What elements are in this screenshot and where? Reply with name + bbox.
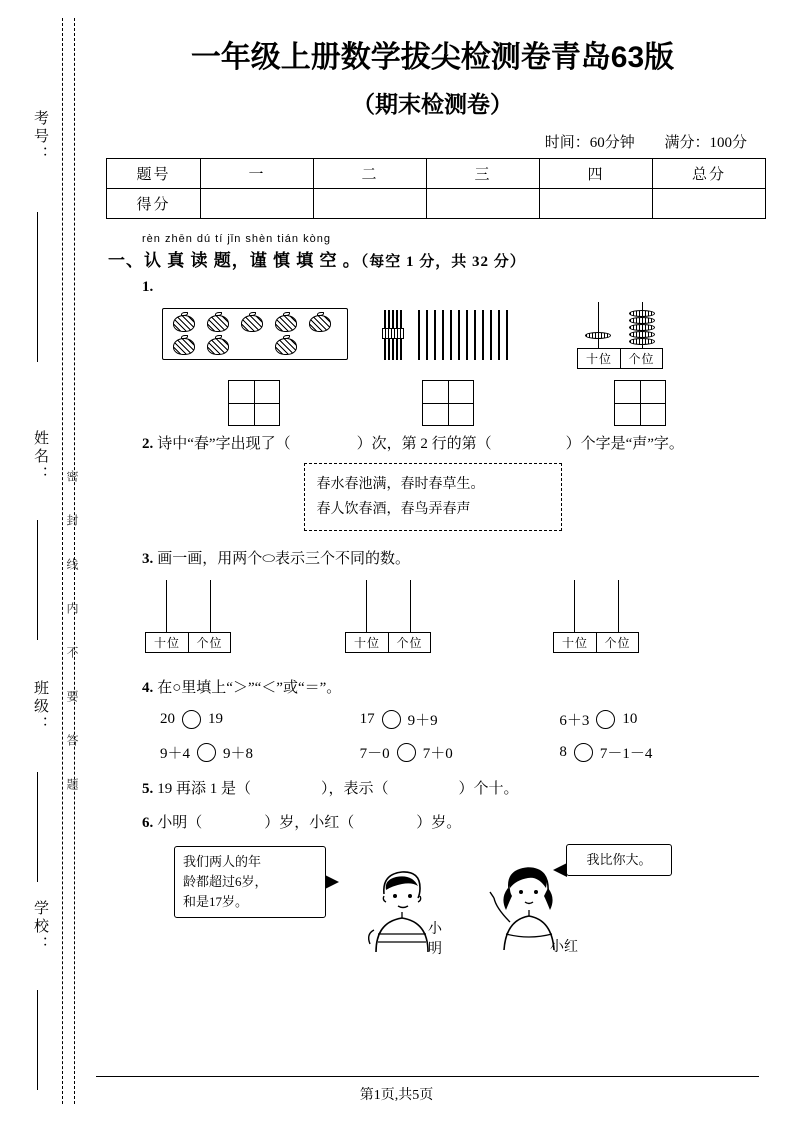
- bead-icon: [585, 332, 611, 339]
- compare-circle[interactable]: [574, 743, 593, 762]
- score-table-header-cell: 总分: [653, 159, 766, 189]
- score-table-input-cell[interactable]: [653, 189, 766, 219]
- girl-name-label: 小红: [550, 940, 578, 955]
- compare-item: [559, 742, 759, 763]
- place-value-label-3[interactable]: [345, 632, 431, 653]
- place-label-tens: 十位: [353, 636, 380, 650]
- section-1-title-text: 一、认 真 读 题，谨 慎 填 空 。: [108, 251, 361, 270]
- section-1-title: [108, 246, 759, 271]
- bead-icon: [629, 331, 655, 338]
- compare-left: 17: [359, 711, 375, 727]
- bead-icon: [629, 310, 655, 317]
- berry-icon: [275, 338, 297, 355]
- field-class-label: 班级：: [32, 680, 48, 734]
- berry-icon: [173, 315, 195, 332]
- stick-bundle-icon: [384, 310, 402, 360]
- score-table-header-cell: 三: [427, 159, 540, 189]
- poem-box: [304, 463, 562, 531]
- compare-right: 7－1－4: [599, 746, 653, 762]
- answer-grid-1[interactable]: [228, 380, 280, 426]
- place-label-tens: 十位: [585, 352, 612, 366]
- question-6-number: 6.: [142, 815, 154, 831]
- leaf-icon: [181, 335, 188, 339]
- speech-bubble-boy-line-2: 龄都超过6岁，: [183, 874, 268, 889]
- question-2-number: 2.: [142, 436, 154, 452]
- boy-name-label: 小明: [428, 922, 442, 957]
- score-table-input-cell[interactable]: [201, 189, 314, 219]
- score-table-header-cell: 二: [314, 159, 427, 189]
- leaf-icon: [283, 335, 290, 339]
- compare-item: [360, 709, 560, 730]
- exam-page: [96, 0, 793, 1122]
- berry-icon: [207, 315, 229, 332]
- compare-circle[interactable]: [182, 710, 201, 729]
- boy-figure: [362, 860, 454, 956]
- score-table-input-cell[interactable]: [540, 189, 653, 219]
- compare-row: [160, 709, 759, 730]
- bead-icon: [629, 317, 655, 324]
- question-4-rows: [160, 709, 759, 763]
- berry-icon: [207, 338, 229, 355]
- compare-left: 20: [160, 711, 175, 727]
- bundle-band: [382, 328, 404, 339]
- leaf-icon: [317, 312, 324, 316]
- exam-full-score: 满分：100分: [664, 135, 747, 151]
- speech-bubble-boy-line-1: 我们两人的年: [183, 854, 262, 869]
- field-school-rule: [37, 990, 38, 1090]
- section-1-pinyin: rèn zhēn dú tí jǐn shèn tián kòng: [142, 233, 331, 245]
- place-label-ones: 个位: [596, 633, 638, 652]
- question-2-text-b: ）次，第 2 行的第（: [356, 436, 492, 452]
- loose-sticks-icon: [418, 310, 514, 360]
- score-table-row: [107, 189, 766, 219]
- speech-bubble-boy: [174, 846, 326, 918]
- answer-grid-2[interactable]: [422, 380, 474, 426]
- field-school: [30, 900, 51, 954]
- section-1-title-note: （每空 1 分，共 32 分）: [360, 254, 526, 270]
- page-footer: [0, 1084, 793, 1104]
- dashed-line-outer: [62, 18, 63, 1104]
- leaf-icon: [283, 312, 290, 316]
- question-5-number: 5.: [142, 781, 154, 797]
- field-name-label: 姓名：: [32, 430, 48, 484]
- poem-line-2: 春人饮春酒，春鸟弄春声: [316, 502, 471, 517]
- place-label-ones: 个位: [620, 349, 662, 368]
- compare-item: [360, 742, 560, 763]
- place-label-ones: 个位: [388, 633, 430, 652]
- exam-duration: 时间：60分钟: [544, 135, 635, 151]
- binding-margin: [0, 0, 96, 1122]
- bead-icon: [629, 338, 655, 345]
- score-table: [106, 158, 766, 219]
- compare-row: [160, 742, 759, 763]
- question-5-text-b: ），表示（: [321, 781, 389, 797]
- speech-bubble-girl-text: 我比你大。: [586, 852, 652, 867]
- compare-circle[interactable]: [382, 710, 401, 729]
- footer-rule: [96, 1076, 759, 1077]
- leaf-icon: [215, 312, 222, 316]
- question-1-number: 1.: [142, 279, 154, 295]
- compare-left: 9＋4: [160, 746, 191, 762]
- leaf-icon: [181, 312, 188, 316]
- place-value-label-1: [577, 348, 663, 369]
- question-6-figure: [166, 840, 759, 960]
- question-6-text-b: ）岁，小红（: [264, 815, 355, 831]
- compare-item: [559, 709, 759, 730]
- place-label-tens: 十位: [561, 636, 588, 650]
- leaf-icon: [215, 335, 222, 339]
- place-label-tens: 十位: [153, 636, 180, 650]
- compare-circle[interactable]: [197, 743, 216, 762]
- abacus-figure: [576, 302, 726, 372]
- question-5: [142, 777, 759, 798]
- page-subtitle: （期末检测卷）: [352, 92, 513, 117]
- bead-icon: [629, 324, 655, 331]
- berry-icon: [309, 315, 331, 332]
- question-3-number: 3.: [142, 551, 154, 567]
- question-6-text-a: 小明（: [157, 815, 203, 831]
- compare-right: 10: [622, 711, 638, 727]
- seal-line-text: 密 封 线 内 不 要 答 题: [65, 470, 79, 799]
- question-5-text-a: 19 再添 1 是（: [157, 781, 252, 797]
- question-6-text-c: ）岁。: [416, 815, 462, 831]
- place-label-ones: 个位: [188, 633, 230, 652]
- score-table-input-cell[interactable]: [427, 189, 540, 219]
- page-title: 一年级上册数学拔尖检测卷青岛63版: [190, 41, 675, 74]
- question-4-text: 在○里填上“＞”“＜”或“＝”。: [157, 680, 342, 696]
- question-6: [142, 811, 759, 832]
- compare-left: 6＋3: [559, 713, 590, 729]
- field-exam-number-rule: [37, 212, 38, 362]
- compare-left: 7－0: [359, 746, 390, 762]
- speech-bubble-boy-line-3: 和是17岁。: [183, 894, 249, 909]
- poem-line-1: 春水春池满，春时春草生。: [316, 477, 485, 492]
- speech-bubble-girl: [566, 844, 672, 876]
- compare-item: [160, 709, 360, 730]
- compare-right: 7＋0: [422, 746, 453, 762]
- field-name: [30, 430, 51, 484]
- berry-icon: [275, 315, 297, 332]
- field-class-rule: [37, 772, 38, 882]
- page-number: 第1页,共5页: [359, 1088, 434, 1103]
- exam-meta: [106, 131, 747, 152]
- question-2-text-c: ）个字是“声”字。: [565, 436, 684, 452]
- question-5-text-c: ）个十。: [458, 781, 519, 797]
- score-table-input-cell[interactable]: [314, 189, 427, 219]
- question-2-text-a: 诗中“春”字出现了（: [157, 436, 291, 452]
- berry-icon: [173, 338, 195, 355]
- question-4-number: 4.: [142, 680, 154, 696]
- compare-left: 8: [559, 744, 567, 760]
- score-table-header-row: [107, 159, 766, 189]
- berry-box: [162, 308, 348, 360]
- compare-circle[interactable]: [596, 710, 615, 729]
- field-exam-number: [30, 110, 51, 164]
- field-school-label: 学校：: [32, 900, 48, 954]
- question-2: [142, 432, 759, 453]
- question-1-figure: [106, 302, 759, 432]
- compare-right: 19: [208, 711, 223, 727]
- field-class: [30, 680, 51, 734]
- question-3-text: 画一画，用两个⬭表示三个不同的数。: [157, 551, 411, 567]
- score-table-header-cell: 题号: [107, 159, 201, 189]
- stick-bundle-figure: [378, 304, 528, 366]
- field-exam-number-label: 考号：: [32, 110, 48, 164]
- place-value-label-4[interactable]: [553, 632, 639, 653]
- score-table-label-cell: 得分: [107, 189, 201, 219]
- score-table-header-cell: 四: [540, 159, 653, 189]
- compare-item: [160, 742, 360, 763]
- question-4: [142, 676, 759, 697]
- leaf-icon: [249, 312, 256, 316]
- place-value-label-2[interactable]: [145, 632, 231, 653]
- berry-icon: [241, 315, 263, 332]
- question-1: [142, 279, 759, 296]
- field-name-rule: [37, 520, 38, 640]
- answer-grid-3[interactable]: [614, 380, 666, 426]
- question-3-figure: [106, 576, 759, 676]
- score-table-header-cell: 一: [201, 159, 314, 189]
- compare-right: 9＋9: [407, 713, 438, 729]
- compare-right: 9＋8: [223, 746, 254, 762]
- compare-circle[interactable]: [397, 743, 416, 762]
- question-3: [142, 547, 759, 568]
